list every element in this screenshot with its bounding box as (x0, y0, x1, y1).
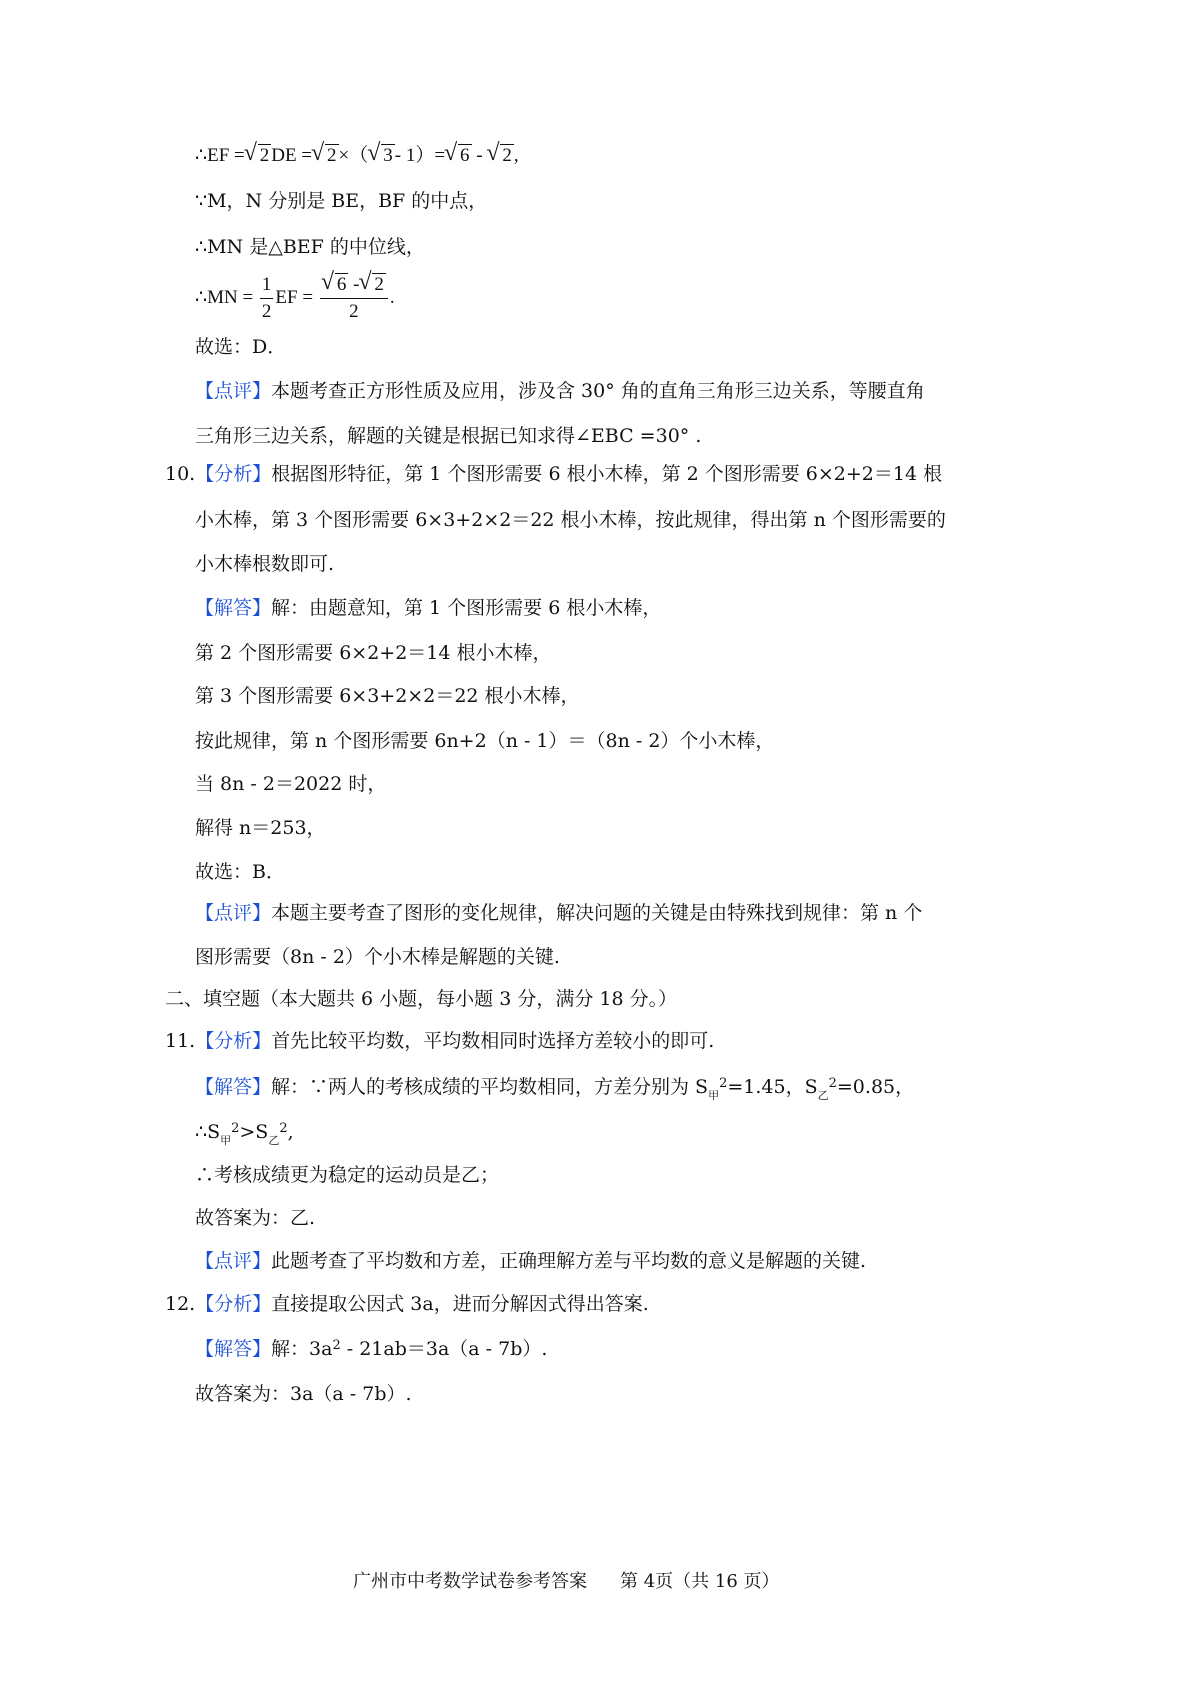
question-10-analysis: 10.【分析】根据图形特征，第 1 个图形需要 6 根小木棒，第 2 个图形需要 6×2+2＝14 根 (165, 463, 943, 485)
text-line: ∵M，N 分别是 BE，BF 的中点， (195, 190, 488, 212)
text-line: 故选：B． (195, 861, 285, 883)
tag-label: 【解答】 (195, 1338, 272, 1360)
answer-line: 【解答】解：$3a^2 - 21ab=3a(a - 7b)$. (195, 1338, 548, 1360)
tag-label: 【分析】 (195, 1293, 272, 1315)
answer-line: 【解答】解：∵两人的考核成绩的平均数相同，方差分别为 $S_甲^2=1.45$，$S_乙^2=0.85$， (195, 1076, 915, 1102)
text-line: 小木棒，第 3 个图形需要 6×3+2×2＝22 根小木棒，按此规律，得出第 n 个图形需要的 (195, 509, 946, 531)
comment-line: 【点评】此题考查了平均数和方差，正确理解方差与平均数的意义是解题的关键. (195, 1250, 867, 1272)
text-line: 故答案为：乙. (195, 1207, 316, 1229)
sqrt-2: √ 2 (245, 144, 272, 168)
footer-page-number: 第 4页（共 16 页） (620, 1571, 780, 1592)
fraction-sqrt: √ $\frac{6 -√ 2}{2}$ (320, 272, 388, 325)
tag-label: 【分析】 (195, 463, 272, 485)
text-line: 图形需要（8n - 2）个小木棒是解题的关键. (195, 946, 560, 968)
text-line: ∴MN 是△BEF 的中位线， (195, 236, 425, 258)
tag-label: 【点评】 (195, 902, 272, 924)
question-12-analysis: 12.【分析】直接提取公因式 3a，进而分解因式得出答案. (165, 1293, 649, 1315)
tag-label: 【点评】 (195, 380, 272, 402)
equation-ef: ∴EF =√ 2 DE =√ 2 ×（√ 3 - 1）=√ 6 - √ 2 , (195, 144, 519, 168)
section-heading: 二、填空题（本大题共 6 小题，每小题 3 分，满分 18 分。） (165, 988, 678, 1010)
text-line: 解得 n＝253， (195, 817, 326, 839)
text-line: 按此规律，第 n 个图形需要 6n+2（n - 1）＝（8n - 2）个小木棒， (195, 730, 775, 752)
fraction-half: $\frac{1}{2}$ (261, 274, 272, 323)
text-line: 当 8n - 2＝2022 时， (195, 773, 387, 795)
text-line: 第 3 个图形需要 6×3+2×2＝22 根小木棒， (195, 685, 580, 707)
comment-line: 【点评】本题考查正方形性质及应用，涉及含 30° 角的直角三角形三边关系，等腰直角 (195, 380, 925, 402)
text-line: 小木棒根数即可. (195, 553, 335, 575)
text-line: 故答案为：3a（a - 7b）. (195, 1383, 412, 1405)
tag-label: 【解答】 (195, 597, 272, 619)
tag-label: 【点评】 (195, 1250, 272, 1272)
text-line: 第 2 个图形需要 6×2+2＝14 根小木棒， (195, 642, 552, 664)
tag-label: 【分析】 (195, 1030, 272, 1052)
text-line: 故选：D． (195, 336, 287, 358)
comment-line: 【点评】本题主要考查了图形的变化规律，解决问题的关键是由特殊找到规律：第 n 个 (195, 902, 923, 924)
tag-label: 【解答】 (195, 1076, 272, 1098)
footer-title: 广州市中考数学试卷参考答案 (353, 1571, 587, 1592)
text-line: $\therefore S_甲^2>S_乙^2$, (195, 1121, 294, 1147)
equation-mn: ∴MN = $\frac{1}{2}$ EF = √ $\frac{6 -√ 2}{2}$ . (195, 270, 395, 326)
answer-line: 【解答】解：由题意知，第 1 个图形需要 6 根小木棒， (195, 597, 662, 619)
text-line: 三角形三边关系，解题的关键是根据已知求得∠EBC =30° . (195, 425, 702, 447)
question-11-analysis: 11.【分析】首先比较平均数，平均数相同时选择方差较小的即可. (165, 1030, 715, 1052)
text-line: ∴考核成绩更为稳定的运动员是乙； (195, 1164, 500, 1186)
